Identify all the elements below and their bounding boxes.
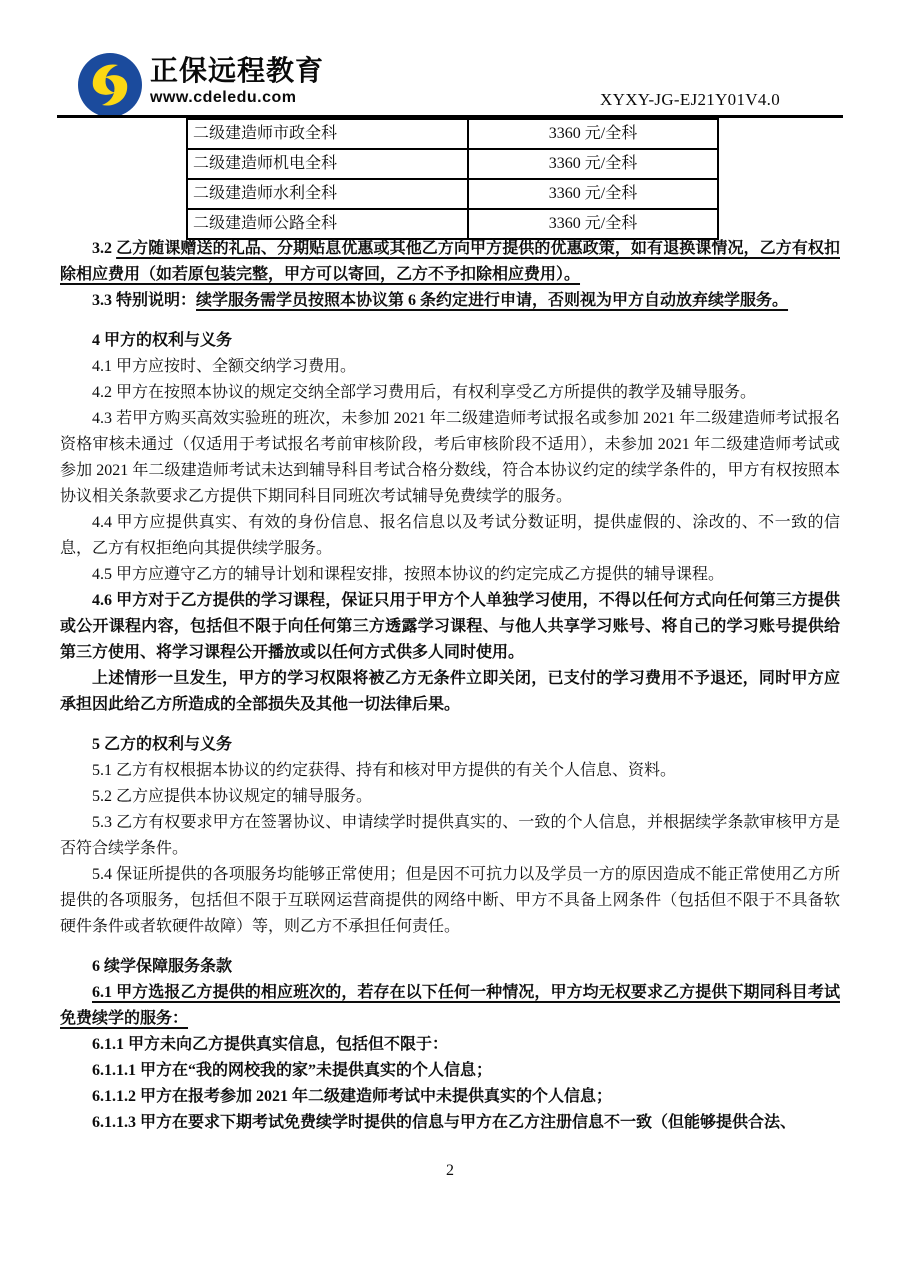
brand-name: 正保远程教育 <box>150 55 325 86</box>
price-cell: 3360 元/全科 <box>468 179 718 209</box>
clause-4-4: 4.4 甲方应提供真实、有效的身份信息、报名信息以及考试分数证明，提供虚假的、涂改的、不一致的信息，乙方有权拒绝向其提供续学服务。 <box>60 514 840 557</box>
clause-6-1-1: 6.1.1 甲方未向乙方提供真实信息，包括但不限于： <box>92 1036 449 1053</box>
table-row <box>187 179 718 209</box>
contract-body <box>60 236 840 1136</box>
clause-5-2: 5.2 乙方应提供本协议规定的辅导服务。 <box>92 788 373 805</box>
course-cell: 二级建造师机电全科 <box>187 149 468 179</box>
clause-4-note: 上述情形一旦发生，甲方的学习权限将被乙方无条件立即关闭，已支付的学习费用不予退还，同时甲方应承担因此给乙方所造成的全部损失及其他一切法律后果。 <box>60 670 840 713</box>
cdeledu-logo-icon <box>78 53 142 117</box>
page-number: 2 <box>446 1162 454 1179</box>
table-row <box>187 149 718 179</box>
clause-4-3: 4.3 若甲方购买高效实验班的班次，未参加 2021 年二级建造师考试报名或参加 2021 年二级建造师考试报名资格审核未通过（仅适用于考试报名考前审核阶段，考后审核阶段不适用），未参加 2021 年二级建造师考试或参加 2021 年二级建造师考试未达到辅导科目考试合格分数线，符合本协议约定的续学条件的，甲方有权按照本协议相关条款要求乙方提供下期同科目同班次考试辅导免费续学的服务。 <box>60 410 840 505</box>
course-cell: 二级建造师水利全科 <box>187 179 468 209</box>
clause-6-1: 6.1 甲方选报乙方提供的相应班次的，若存在以下任何一种情况，甲方均无权要求乙方提供下期同科目考试免费续学的服务： <box>60 984 840 1027</box>
section-5-heading: 5 乙方的权利与义务 <box>92 736 233 753</box>
clause-3-2: 3.2 乙方随课赠送的礼品、分期贴息优惠或其他乙方向甲方提供的优惠政策，如有退换课情况，乙方有权扣除相应费用（如若原包装完整，甲方可以寄回，乙方不予扣除相应费用）。 <box>60 240 840 283</box>
document-code: XYXY-JG-EJ21Y01V4.0 <box>600 90 780 109</box>
price-table <box>186 118 719 240</box>
clause-4-5: 4.5 甲方应遵守乙方的辅导计划和课程安排，按照本协议的约定完成乙方提供的辅导课程。 <box>92 566 725 583</box>
price-cell: 3360 元/全科 <box>468 119 718 149</box>
course-cell: 二级建造师公路全科 <box>187 209 468 239</box>
brand-url: www.cdeledu.com <box>150 89 297 106</box>
clause-4-6: 4.6 甲方对于乙方提供的学习课程，保证只用于甲方个人单独学习使用，不得以任何方式向任何第三方提供或公开课程内容，包括但不限于向任何第三方透露学习课程、与他人共享学习账号、将自己的学习账号提供给第三方使用、将学习课程公开播放或以任何方式供多人同时使用。 <box>60 592 840 661</box>
price-cell: 3360 元/全科 <box>468 209 718 239</box>
clause-3-3: 3.3 特别说明：续学服务需学员按照本协议第 6 条约定进行申请，否则视为甲方自动放弃续学服务。 <box>92 292 789 309</box>
clause-6-1-1-2: 6.1.1.2 甲方在报考参加 2021 年二级建造师考试中未提供真实的个人信息； <box>92 1088 613 1105</box>
section-4-heading: 4 甲方的权利与义务 <box>92 332 233 349</box>
clause-4-1: 4.1 甲方应按时、全额交纳学习费用。 <box>92 358 357 375</box>
section-6-heading: 6 续学保障服务条款 <box>92 958 233 975</box>
course-cell: 二级建造师市政全科 <box>187 119 468 149</box>
table-row <box>187 119 718 149</box>
clause-6-1-1-1: 6.1.1.1 甲方在“我的网校我的家”未提供真实的个人信息； <box>92 1062 493 1079</box>
clause-5-4: 5.4 保证所提供的各项服务均能够正常使用；但是因不可抗力以及学员一方的原因造成不能正常使用乙方所提供的各项服务，包括但不限于互联网运营商提供的网络中断、甲方不具备上网条件（包括但不限于不具备软硬件条件或者软硬件故障）等，则乙方不承担任何责任。 <box>60 866 840 935</box>
clause-5-3: 5.3 乙方有权要求甲方在签署协议、申请续学时提供真实的、一致的个人信息，并根据续学条款审核甲方是否符合续学条件。 <box>60 814 840 857</box>
clause-6-1-1-3: 6.1.1.3 甲方在要求下期考试免费续学时提供的信息与甲方在乙方注册信息不一致（但能够提供合法、 <box>92 1114 797 1131</box>
clause-4-2: 4.2 甲方在按照本协议的规定交纳全部学习费用后，有权利享受乙方所提供的教学及辅导服务。 <box>92 384 757 401</box>
table-row <box>187 209 718 239</box>
brand-block <box>150 57 324 106</box>
clause-5-1: 5.1 乙方有权根据本协议的约定获得、持有和核对甲方提供的有关个人信息、资料。 <box>92 762 677 779</box>
price-cell: 3360 元/全科 <box>468 149 718 179</box>
